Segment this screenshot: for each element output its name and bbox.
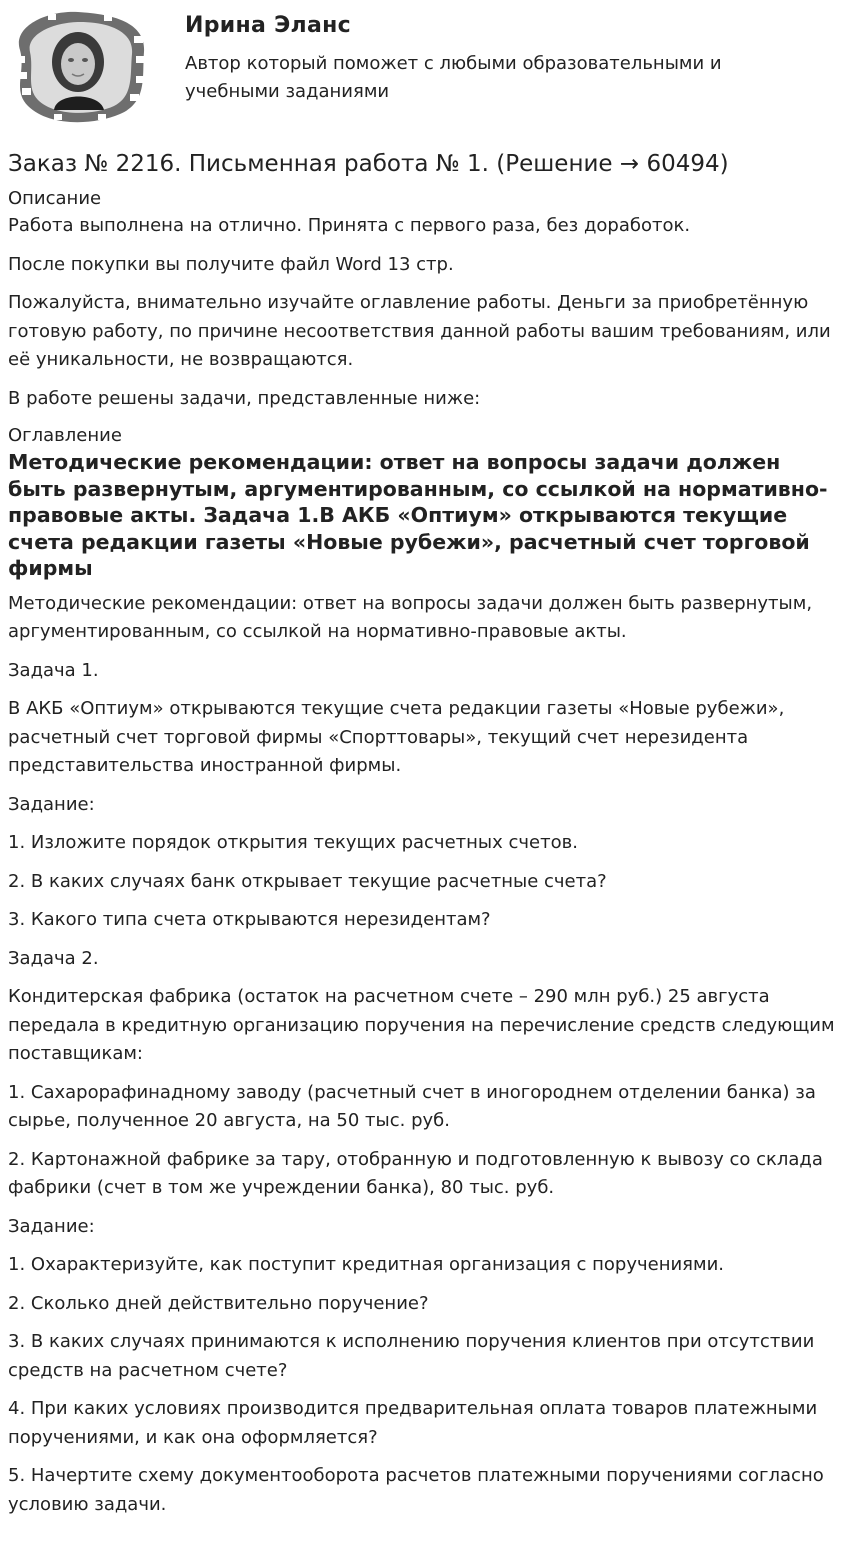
order-content (8, 148, 843, 1529)
author-header (0, 0, 847, 130)
toc-paragraph: В АКБ «Оптиум» открываются текущие счета редакции газеты «Новые рубежи», расчетный счет торговой фирмы «Спорттовары», текущий счет нерезидента представительства иностранной фирмы. (8, 698, 785, 776)
toc-paragraph: 2. Картонажной фабрике за тару, отобранную и подготовленную к вывозу со склада фабрики (счет в том же учреждении банка), 80 тыс. руб. (8, 1148, 823, 1198)
toc-paragraph: 2. В каких случаях банк открывает текущие расчетные счета? (8, 870, 607, 892)
toc-paragraph: Задача 2. (8, 947, 99, 969)
toc-paragraph: Методические рекомендации: ответ на вопросы задачи должен быть развернутым, аргументированным, со ссылкой на нормативно-правовые акты. (8, 592, 813, 642)
author-name[interactable]: Ирина Эланс (185, 13, 351, 38)
toc-paragraph: Задание: (8, 1215, 95, 1237)
description-label: Описание (8, 188, 102, 209)
toc-label: Оглавление (8, 425, 122, 446)
toc-paragraph: 1. Охарактеризуйте, как поступит кредитная организация с поручениями. (8, 1254, 724, 1275)
toc-paragraph: 3. Какого типа счета открываются нерезидентам? (8, 909, 491, 930)
author-avatar[interactable] (8, 6, 150, 126)
toc-paragraph: 3. В каких случаях принимаются к исполнению поручения клиентов при отсутствии средств на расчетном счете? (8, 1331, 815, 1381)
description-paragraph: В работе решены задачи, представленные ниже: (8, 387, 481, 409)
toc-paragraph: 2. Сколько дней действительно поручение? (8, 1292, 429, 1314)
toc-paragraph: 5. Начертите схему документооборота расчетов платежными поручениями согласно условию задачи. (8, 1465, 824, 1515)
description-paragraph: Пожалуйста, внимательно изучайте оглавление работы. Деньги за приобретённую готовую работу, по причине несоответствия данной работы вашим требованиям, или её уникальности, не возвращаются. (8, 292, 831, 370)
order-title: Заказ № 2216. Письменная работа № 1. (Решение → 60494) (8, 151, 729, 177)
toc-paragraph: 4. При каких условиях производится предварительная оплата товаров платежными поручениями, и как она оформляется? (8, 1398, 818, 1448)
toc-paragraph: Задание: (8, 793, 95, 815)
author-description: Автор который поможет с любыми образовательными и учебными заданиями (185, 53, 722, 102)
description-paragraph: После покупки вы получите файл Word 13 стр. (8, 253, 454, 275)
toc-paragraph: 1. Сахарорафинадному заводу (расчетный счет в иногороднем отделении банка) за сырье, полученное 20 августа, на 50 тыс. руб. (8, 1081, 816, 1131)
description-paragraph: Работа выполнена на отлично. Принята с первого раза, без доработок. (8, 215, 691, 236)
toc-paragraph: Кондитерская фабрика (остаток на расчетном счете – 290 млн руб.) 25 августа передала в кредитную организацию поручения на перечисление средств следующим поставщикам: (8, 986, 835, 1064)
toc-paragraph: 1. Изложите порядок открытия текущих расчетных счетов. (8, 832, 578, 853)
toc-heading: Методические рекомендации: ответ на вопросы задачи должен быть развернутым, аргументированным, со ссылкой на нормативно-правовые акты. Задача 1.В АКБ «Оптиум» открываются текущие счета редакции газеты «Новые рубежи», расчетный счет торговой фирмы (8, 450, 828, 580)
toc-paragraph: Задача 1. (8, 659, 99, 681)
